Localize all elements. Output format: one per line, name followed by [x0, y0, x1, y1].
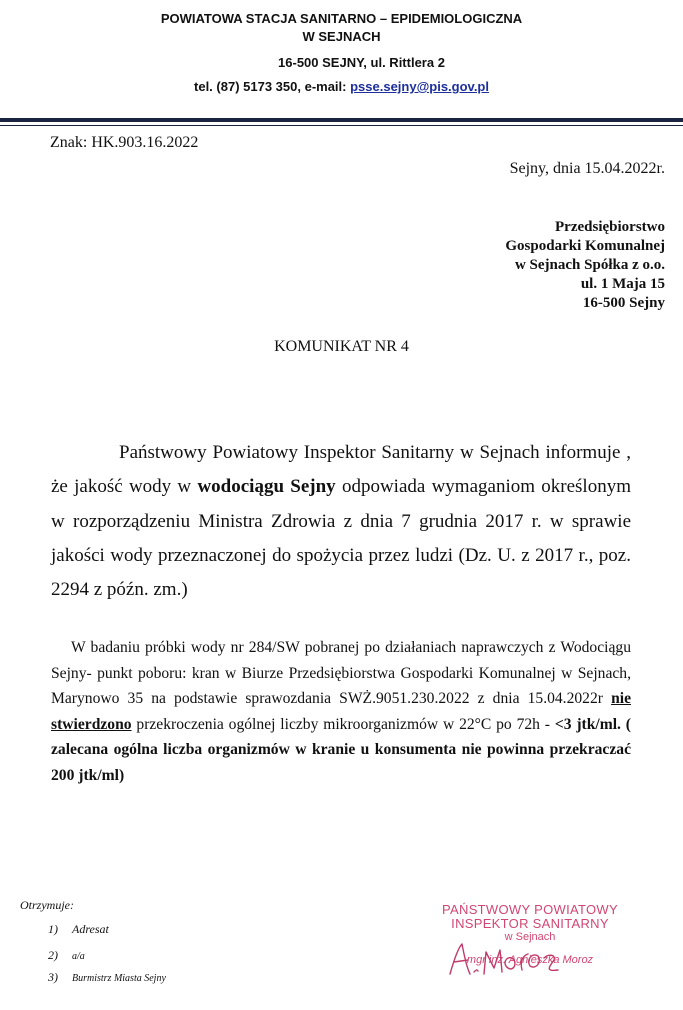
recipient-line: Przedsiębiorstwo [555, 219, 665, 235]
header-address: 16-500 SEJNY, ul. Rittlera 2 [278, 55, 445, 70]
handwritten-signature [444, 940, 614, 980]
stamp-line: w Sejnach [504, 931, 556, 943]
recipient-line: ul. 1 Maja 15 [580, 276, 665, 292]
test-result-paragraph: W badaniu próbki wody nr 284/SW pobranej po działaniach naprawczych z Wodociągu Sejny- punkt poboru: kran w Biurze Przedsiębiorstwa Gospodarki Komunalnej w Sejnach, Marynowo 35 na podstawie sprawozdania SWŻ.9051.230.2022 z dnia 15.04.2022r nie stwierdzono przekroczenia ogólnej liczby mikroorganizmów w 22°C po 72h - <3 jtk/ml. ( zalecana ogólna liczba organizmów w kranie u konsumenta nie powinna przekraczać 200 jtk/ml) [51, 639, 631, 784]
header-divider-thick [0, 118, 683, 122]
header-divider-thin [0, 125, 683, 126]
distribution-item: 1) Adresat [48, 922, 109, 936]
announcement-paragraph: Państwowy Powiatowy Inspektor Sanitarny w Sejnach informuje , że jakość wody w wodociągu Sejny odpowiada wymaganiom określonym w rozporządzeniu Ministra Zdrowia z dnia 7 grudnia 2017 r. w sprawie jakości wody przeznaczonej do spożycia przez ludzi (Dz. U. z 2017 r., poz. 2294 z późn. zm.) [51, 442, 631, 601]
letter-date: Sejny, dnia 15.04.2022r. [509, 160, 665, 177]
header-phone: tel. (87) 5173 350, e-mail: [194, 79, 351, 94]
document-title: KOMUNIKAT NR 4 [274, 338, 409, 355]
result-verdict: nie stwierdzono [51, 690, 631, 733]
water-supply-name: wodociągu Sejny [197, 476, 336, 498]
reference-number: Znak: HK.903.16.2022 [50, 134, 199, 151]
distribution-label: Otrzymuje: [20, 898, 74, 912]
header-contact [0, 80, 683, 93]
stamp-line: PAŃSTWOWY POWIATOWY [442, 902, 618, 917]
header-institution-city: W SEJNACH [302, 29, 381, 44]
recipient-block [505, 218, 665, 313]
recipient-line: w Sejnach Spółka z o.o. [514, 257, 665, 273]
stamp-line: INSPEKTOR SANITARNY [451, 916, 609, 931]
stamp-signatory: mgr inż. Agnieszka Moroz [466, 954, 594, 966]
header-institution-name: POWIATOWA STACJA SANITARNO – EPIDEMIOLOGICZNA [160, 11, 523, 26]
result-value: <3 jtk/ml. ( zalecana ogólna liczba organizmów w kranie u konsumenta nie powinna przekraczać 200 jtk/ml) [51, 715, 631, 784]
header-email-link[interactable]: psse.sejny@pis.gov.pl [350, 79, 489, 94]
recipient-line: Gospodarki Komunalnej [505, 238, 665, 254]
distribution-item: 2) a/a [48, 948, 85, 962]
distribution-item: 3) Burmistrz Miasta Sejny [48, 970, 166, 984]
recipient-line: 16-500 Sejny [582, 295, 665, 311]
